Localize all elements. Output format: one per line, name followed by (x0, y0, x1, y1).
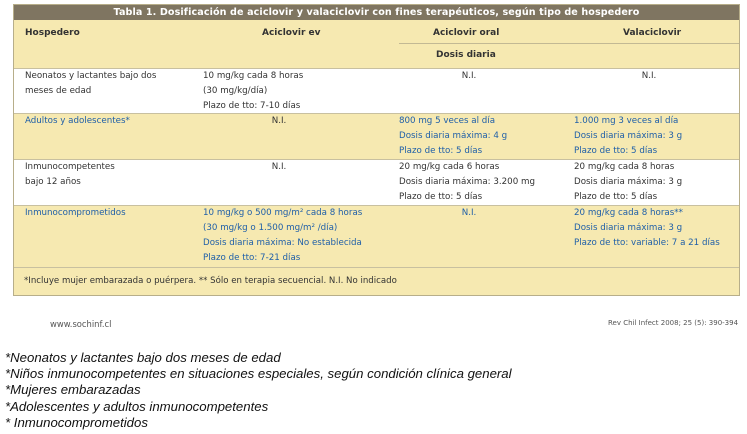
cell-host: Inmunocompetentes bajo 12 años (25, 162, 115, 187)
header-dosis-diaria: Dosis diaria (436, 50, 496, 60)
header-aciclovir-ev: Aciclovir ev (262, 28, 321, 38)
table-row (14, 69, 739, 113)
table-row (14, 206, 739, 268)
table-header (14, 20, 739, 68)
cell-host: Adultos y adolescentes* (25, 116, 130, 126)
cell-aciclovir-ev: 10 mg/kg o 500 mg/m² cada 8 horas (30 mg/kg o 1.500 mg/m² /día) Dosis diaria máxima: No establecida Plazo de tto: 7-21 días (203, 208, 363, 263)
cell-aciclovir-ev: N.I. (271, 162, 287, 172)
dosing-table (13, 4, 740, 296)
note-item: * Inmunocomprometidos (5, 414, 148, 430)
header-valaciclovir: Valaciclovir (623, 28, 682, 38)
note-item: *Niños inmunocompetentes en situaciones especiales, según condición clínica general (5, 366, 512, 382)
note-item: *Mujeres embarazadas (5, 382, 141, 398)
cell-aciclovir-ev: N.I. (271, 116, 287, 126)
cell-aciclovir-oral: N.I. (461, 71, 477, 81)
header-divider (399, 43, 739, 44)
cell-aciclovir-oral: 20 mg/kg cada 6 horas Dosis diaria máxima: 3.200 mg Plazo de tto: 5 días (399, 162, 535, 202)
note-item: *Neonatos y lactantes bajo dos meses de edad (5, 350, 281, 365)
header-aciclovir-oral: Aciclovir oral (433, 28, 500, 38)
source-website: www.sochinf.cl (50, 319, 112, 329)
header-host: Hospedero (25, 28, 80, 38)
cell-valaciclovir: 20 mg/kg cada 8 horas** Dosis diaria máxima: 3 g Plazo de tto: variable: 7 a 21 días (574, 208, 720, 248)
table-footnote: *Incluye mujer embarazada o puérpera. ** Sólo en terapia secuencial. N.I. No indicado (14, 268, 739, 295)
cell-valaciclovir: 20 mg/kg cada 8 horas Dosis diaria máxima: 3 g Plazo de tto: 5 días (574, 162, 683, 202)
source-citation: Rev Chil Infect 2008; 25 (5): 390-394 (608, 319, 739, 327)
note-item: *Adolescentes y adultos inmunocompetentes (5, 398, 269, 414)
cell-valaciclovir: N.I. (641, 71, 657, 81)
table-title: Tabla 1. Dosificación de aciclovir y valaciclovir con fines terapéuticos, según tipo de hospedero (14, 5, 739, 20)
notes-list (5, 350, 512, 431)
cell-valaciclovir: 1.000 mg 3 veces al día Dosis diaria máxima: 3 g Plazo de tto: 5 días (574, 116, 683, 156)
cell-host: Neonatos y lactantes bajo dos meses de edad (25, 71, 157, 96)
cell-aciclovir-ev: 10 mg/kg cada 8 horas (30 mg/kg/día) Plazo de tto: 7-10 días (203, 71, 304, 111)
table-row (14, 114, 739, 159)
cell-aciclovir-oral: 800 mg 5 veces al día Dosis diaria máxima: 4 g Plazo de tto: 5 días (399, 116, 508, 156)
cell-aciclovir-oral: N.I. (461, 208, 477, 218)
cell-host: Inmunocomprometidos (25, 208, 126, 218)
table-row (14, 160, 739, 205)
